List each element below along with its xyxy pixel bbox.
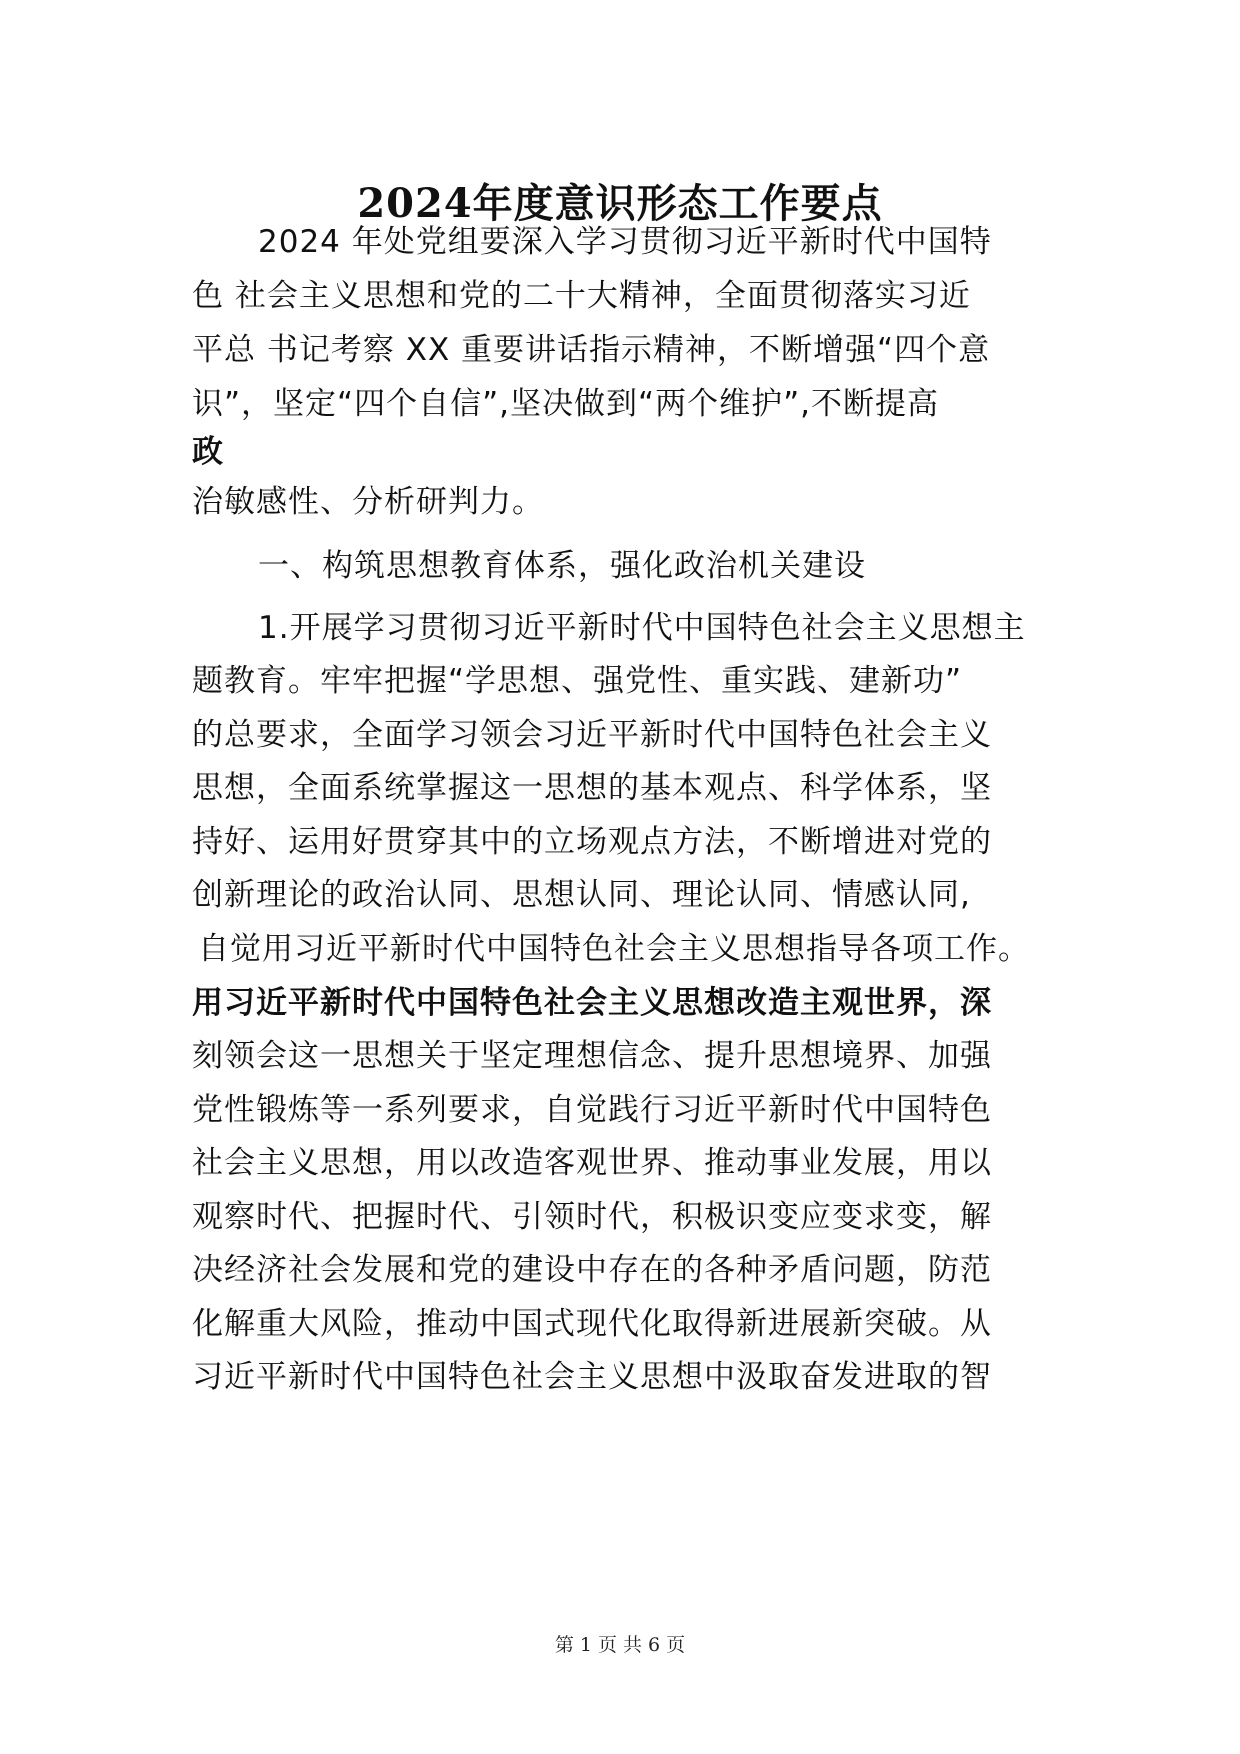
body-line-2: 题教育。牢牢把握“学思想、强党性、重实践、建新功” [192,663,963,699]
body-line-5: 持好、运用好贯穿其中的立场观点方法，不断增进对党的 [192,824,992,860]
body-line-7: 自觉用习近平新时代中国特色社会主义思想指导各项工作。 [198,931,1030,967]
document-title: 2024年度意识形态工作要点 [357,180,883,227]
body-line-8: 用习近平新时代中国特色社会主义思想改造主观世界，深 [192,985,992,1021]
intro-line-6: 治敏感性、分析研判力。 [192,484,544,520]
body-line-12: 观察时代、把握时代、引领时代，积极识变应变求变，解 [192,1199,992,1235]
page-number-footer: 第 1 页 共 6 页 [554,1634,686,1656]
intro-line-5: 政 [192,434,224,470]
body-line-14: 化解重大风险，推动中国式现代化取得新进展新突破。从 [192,1306,992,1342]
body-line-15: 习近平新时代中国特色社会主义思想中汲取奋发进取的智 [192,1359,992,1395]
body-line-6: 创新理论的政治认同、思想认同、理论认同、情感认同, [192,877,971,913]
body-line-11: 社会主义思想，用以改造客观世界、推动事业发展，用以 [192,1145,992,1181]
body-line-1: 1.开展学习贯彻习近平新时代中国特色社会主义思想主 [258,610,1026,646]
intro-line-1: 2024 年处党组要深入学习贯彻习近平新时代中国特 [258,224,992,260]
intro-line-3: 平总 书记考察 XX 重要讲话指示精神，不断增强“四个意 [192,332,991,368]
body-line-9: 刻领会这一思想关于坚定理想信念、提升思想境界、加强 [192,1038,992,1074]
section-heading: 一、构筑思想教育体系，强化政治机关建设 [258,548,866,584]
body-line-13: 决经济社会发展和党的建设中存在的各种矛盾问题，防范 [192,1252,992,1288]
intro-line-2: 色 社会主义思想和党的二十大精神，全面贯彻落实习近 [192,278,971,314]
intro-line-4: 识”，坚定“四个自信”,坚决做到“两个维护”,不断提高 [192,386,940,422]
body-line-3: 的总要求，全面学习领会习近平新时代中国特色社会主义 [192,717,992,753]
body-line-10: 党性锻炼等一系列要求，自觉践行习近平新时代中国特色 [192,1092,992,1128]
body-line-4: 思想，全面系统掌握这一思想的基本观点、科学体系，坚 [192,770,992,806]
